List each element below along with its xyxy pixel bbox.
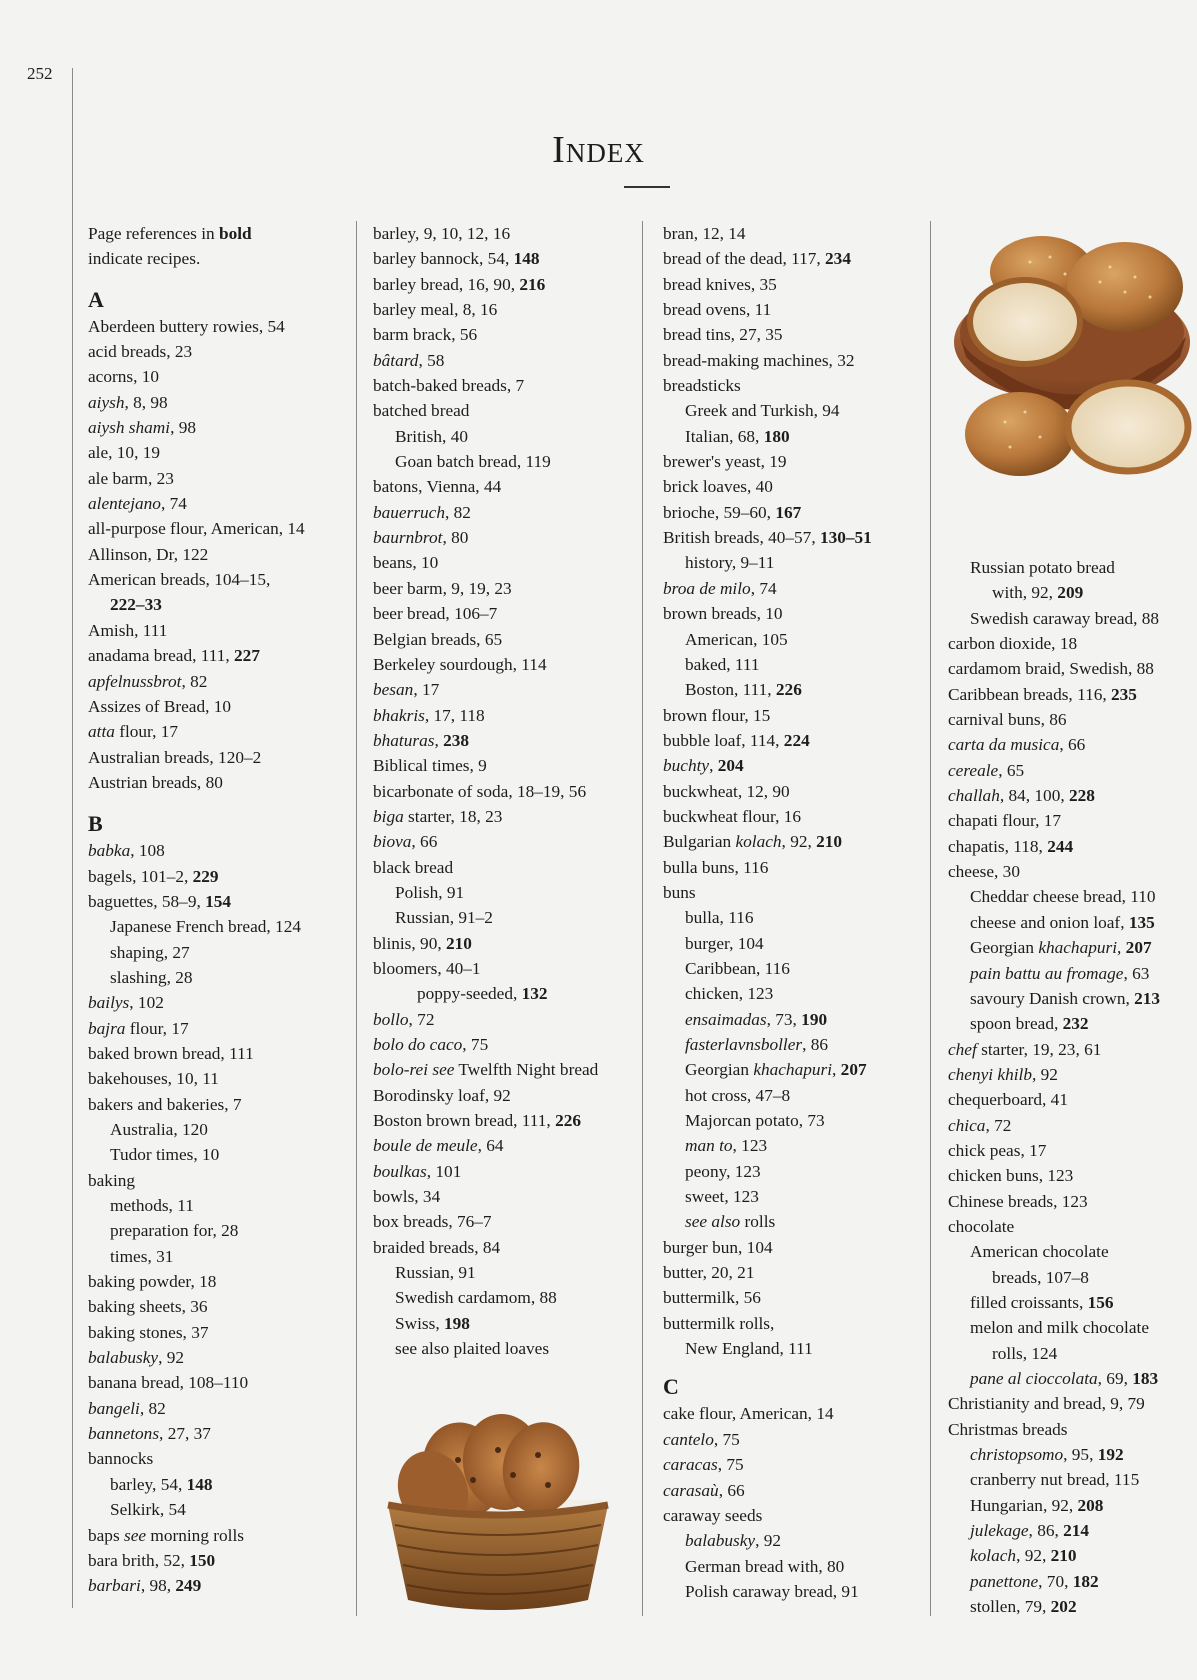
index-entry: biova, 66 [373,832,438,852]
column-divider-2 [642,221,643,1616]
index-entry: American breads, 104–15, [88,570,271,590]
intro-line-2: indicate recipes. [88,249,201,269]
index-entry: carnival buns, 86 [948,710,1067,730]
index-entry: alentejano, 74 [88,494,187,514]
index-entry: bagels, 101–2, 229 [88,866,219,886]
index-entry: carbon dioxide, 18 [948,634,1078,654]
index-entry: melon and milk chocolate [970,1318,1149,1338]
title-underline [624,186,670,188]
index-entry: bauerruch, 82 [373,502,471,522]
index-entry: New England, 111 [685,1339,813,1359]
index-entry: apfelnussbrot, 82 [88,671,208,691]
index-entry: Australia, 120 [110,1120,208,1139]
index-entry: batched bread [373,401,470,421]
index-entry: Georgian khachapuri, 207 [685,1060,867,1080]
index-entry: fasterlavnsboller, 86 [685,1035,829,1054]
index-entry: bolo-rei see Twelfth Night bread [373,1060,599,1080]
index-entry: Swiss, 198 [395,1313,470,1333]
index-entry: atta flour, 17 [88,722,179,742]
index-entry: brioche, 59–60, 167 [663,502,802,522]
index-entry: bâtard, 58 [373,350,445,370]
index-entry: Christianity and bread, 9, 79 [948,1394,1145,1414]
index-entry: bread ovens, 11 [663,300,772,320]
margin-rule [72,68,73,1608]
index-entry: Selkirk, 54 [110,1500,186,1520]
intro-line-1: Page references in bold [88,224,252,243]
index-entry: Hungarian, 92, 208 [970,1495,1104,1515]
index-entry: breads, 107–8 [992,1267,1089,1287]
index-entry: julekage, 86, 214 [970,1521,1090,1541]
index-entry: chef starter, 19, 23, 61 [948,1039,1102,1059]
index-entry: ale, 10, 19 [88,443,160,463]
index-entry: Italian, 68, 180 [685,426,790,446]
index-entry: burger bun, 104 [663,1237,773,1257]
index-entry: babka, 108 [88,841,165,861]
index-column-3 [663,221,931,1604]
index-entry: balabusky, 92 [685,1531,781,1551]
index-entry: Tudor times, 10 [110,1145,220,1165]
index-entry: aiysh shami, 98 [88,418,197,438]
index-entry: biga starter, 18, 23 [373,806,503,826]
index-column-1 [88,221,356,1599]
index-entry: panettone, 70, 182 [970,1571,1099,1591]
index-entry: bread knives, 35 [663,274,777,294]
index-entry: acid breads, 23 [88,342,193,362]
index-entry: preparation for, 28 [110,1221,239,1241]
index-entry: chick peas, 17 [948,1140,1047,1160]
index-entry: 222–33 [110,595,162,615]
index-entry: German bread with, 80 [685,1556,845,1576]
index-entry: methods, 11 [110,1196,194,1216]
column-divider-1 [356,221,357,1616]
index-entry: times, 31 [110,1246,174,1266]
page-title: Index [552,129,645,171]
index-entries-2 [373,221,641,1361]
index-entry: bread of the dead, 117, 234 [663,249,851,269]
index-entry: peony, 123 [685,1161,761,1181]
index-entry: Greek and Turkish, 94 [685,401,840,421]
index-entries-4 [948,555,1196,1619]
index-entry: buckwheat, 12, 90 [663,781,790,801]
index-entry: Swedish cardamom, 88 [395,1288,557,1308]
index-entry: bowls, 34 [373,1187,441,1207]
index-entry: Chinese breads, 123 [948,1191,1088,1211]
index-entry: baking powder, 18 [88,1272,217,1292]
index-entry: Russian, 91 [395,1263,476,1283]
index-entry: bannetons, 27, 37 [88,1424,211,1444]
index-entry: beer barm, 9, 19, 23 [373,578,512,598]
index-entry: challah, 84, 100, 228 [948,786,1095,806]
index-entry: cheese and onion loaf, 135 [970,912,1155,932]
sesame-rolls-bowl-photo [950,222,1196,530]
index-entry: caraway seeds [663,1505,763,1525]
index-entry: acorns, 10 [88,367,160,387]
index-entry: Borodinsky loaf, 92 [373,1085,511,1105]
index-entry: chapati flour, 17 [948,811,1062,831]
index-entry: pain battu au fromage, 63 [970,963,1150,983]
index-entry: baguettes, 58–9, 154 [88,891,232,911]
index-entry: barley bannock, 54, 148 [373,249,540,269]
index-entry: bulla buns, 116 [663,857,769,877]
index-entry: Belgian breads, 65 [373,629,503,649]
index-entry: stollen, 79, 202 [970,1597,1077,1617]
index-entry: Austrian breads, 80 [88,772,223,792]
index-entry: Australian breads, 120–2 [88,747,262,767]
index-entry: ensaimadas, 73, 190 [685,1009,828,1029]
index-entry: barm brack, 56 [373,325,478,345]
index-entry: man to, 123 [685,1136,768,1156]
index-entry: bolo do caco, 75 [373,1035,489,1054]
index-column-2 [373,221,641,1361]
index-entry: braided breads, 84 [373,1237,501,1257]
index-entry: Bulgarian kolach, 92, 210 [663,832,843,852]
index-entry: black bread [373,857,454,877]
index-column-4 [948,555,1196,1619]
index-entry: see also plaited loaves [395,1339,550,1359]
index-entry: bannocks [88,1449,154,1469]
index-entry: aiysh, 8, 98 [88,392,168,412]
index-entry: hot cross, 47–8 [685,1085,791,1105]
index-entry: cranberry nut bread, 115 [970,1470,1140,1490]
index-entry: beans, 10 [373,553,439,573]
index-entry: bulla, 116 [685,908,754,928]
index-entry: bailys, 102 [88,993,164,1013]
index-entry: barley meal, 8, 16 [373,300,498,320]
index-entry: batch-baked breads, 7 [373,376,525,396]
index-entry: boule de meule, 64 [373,1136,504,1156]
index-entry: banana bread, 108–110 [88,1373,249,1393]
index-entry: buchty, 204 [663,756,744,776]
index-entry: carta da musica, 66 [948,735,1086,755]
index-entry: barley, 54, 148 [110,1474,213,1494]
index-entry: brewer's yeast, 19 [663,452,787,472]
index-entry: American, 105 [685,629,788,649]
index-entry: baps see morning rolls [88,1525,245,1545]
index-entry: besan, 17 [373,680,440,700]
index-entry: bread tins, 27, 35 [663,325,783,345]
index-entry: cardamom braid, Swedish, 88 [948,659,1154,679]
index-entry: Caribbean, 116 [685,958,790,978]
index-entry: Cheddar cheese bread, 110 [970,887,1156,907]
index-entry: Russian potato bread [970,558,1115,577]
index-entry: bakehouses, 10, 11 [88,1069,219,1089]
index-entry: Boston, 111, 226 [685,680,802,700]
index-entry: Assizes of Bread, 10 [88,696,232,716]
index-entry: American chocolate [970,1242,1109,1262]
index-entry: see also rolls [685,1212,776,1232]
index-entry: rolls, 124 [992,1343,1058,1363]
index-entry: Christmas breads [948,1419,1068,1439]
index-entry: carasaù, 66 [663,1480,745,1500]
index-entry: spoon bread, 232 [970,1014,1089,1034]
index-entry: baking [88,1170,136,1190]
index-entry: Amish, 111 [88,620,168,640]
section-gap [88,795,356,810]
index-entry: Caribbean breads, 116, 235 [948,684,1137,704]
index-entries-1 [88,286,356,1599]
index-entry: bollo, 72 [373,1009,435,1029]
index-entry: filled croissants, 156 [970,1292,1114,1312]
index-entry: brown flour, 15 [663,705,771,725]
index-entry: bubble loaf, 114, 224 [663,730,810,750]
index-entry: Majorcan potato, 73 [685,1111,825,1131]
index-entry: shaping, 27 [110,942,190,962]
index-entry: pane al cioccolata, 69, 183 [970,1369,1159,1388]
index-entry: buns [663,882,696,902]
index-entry: ale barm, 23 [88,468,174,488]
index-entry: chicken, 123 [685,984,774,1004]
index-entry: blinis, 90, 210 [373,933,472,953]
index-entry: cereale, 65 [948,760,1025,780]
index-entry: buckwheat flour, 16 [663,806,801,826]
index-entry: bloomers, 40–1 [373,958,481,978]
section-gap [663,1361,931,1373]
bread-basket-photo [373,1400,623,1615]
index-entry: chocolate [948,1216,1015,1236]
index-entry: buttermilk rolls, [663,1313,775,1333]
index-entry: Swedish caraway bread, 88 [970,608,1160,628]
index-entry: bhakris, 17, 118 [373,705,485,725]
index-entry: buttermilk, 56 [663,1288,761,1308]
index-entry: balabusky, 92 [88,1348,184,1368]
index-entry: bicarbonate of soda, 18–19, 56 [373,781,587,801]
index-entry: Polish caraway bread, 91 [685,1581,859,1601]
index-entry: bhaturas, 238 [373,730,470,750]
index-entry: all-purpose flour, American, 14 [88,519,305,539]
index-entry: chicken buns, 123 [948,1166,1074,1186]
index-entry: Allinson, Dr, 122 [88,544,209,564]
index-entry: bangeli, 82 [88,1398,166,1418]
page-number: 252 [27,64,53,83]
index-entry: kolach, 92, 210 [970,1546,1077,1566]
index-entry: chapatis, 118, 244 [948,836,1074,856]
index-entry: history, 9–11 [685,553,775,573]
index-entry: with, 92, 209 [992,583,1084,603]
index-entry: Goan batch bread, 119 [395,452,551,472]
index-entry: butter, 20, 21 [663,1263,755,1283]
index-entry: bran, 12, 14 [663,224,746,243]
section-letter: C [663,1374,679,1400]
index-entries-3 [663,221,931,1604]
index-entry: chequerboard, 41 [948,1090,1068,1110]
index-entry: bara brith, 52, 150 [88,1550,216,1570]
index-entry: barley, 9, 10, 12, 16 [373,224,511,243]
index-entry: christopsomo, 95, 192 [970,1445,1124,1465]
index-entry: chica, 72 [948,1115,1012,1135]
index-entry: bakers and bakeries, 7 [88,1094,242,1114]
section-letter: A [88,286,104,312]
index-entry: slashing, 28 [110,967,193,987]
index-entry: savoury Danish crown, 213 [970,988,1161,1008]
index-entry: bajra flour, 17 [88,1018,189,1038]
index-entry: British breads, 40–57, 130–51 [663,528,872,548]
index-entry: Berkeley sourdough, 114 [373,654,547,674]
index-entry: British, 40 [395,426,468,446]
index-entry: Polish, 91 [395,882,465,902]
index-entry: baking stones, 37 [88,1322,209,1342]
index-entry: burger, 104 [685,933,764,953]
index-entry: Russian, 91–2 [395,908,493,928]
index-entry: Biblical times, 9 [373,756,487,776]
index-entry: beer bread, 106–7 [373,604,498,624]
index-entry: breadsticks [663,376,741,396]
index-entry: Aberdeen buttery rowies, 54 [88,316,285,336]
index-entry: boulkas, 101 [373,1161,462,1181]
index-entry: baurnbrot, 80 [373,528,469,548]
index-entry: baked, 111 [685,654,760,674]
index-entry: poppy-seeded, 132 [417,984,548,1004]
index-entry: brown breads, 10 [663,604,783,624]
index-entry: batons, Vienna, 44 [373,477,502,497]
index-entry: chenyi khilb, 92 [948,1064,1058,1084]
index-intro [88,221,356,272]
index-entry: barley bread, 16, 90, 216 [373,274,546,294]
index-entry: cantelo, 75 [663,1429,740,1449]
index-entry: cheese, 30 [948,862,1020,882]
index-entry: barbari, 98, 249 [88,1576,202,1596]
index-entry: sweet, 123 [685,1187,759,1207]
index-entry: baking sheets, 36 [88,1297,208,1317]
section-letter: B [88,811,103,837]
index-entry: Boston brown bread, 111, 226 [373,1111,581,1131]
index-entry: brick loaves, 40 [663,477,773,497]
index-entry: caracas, 75 [663,1455,744,1475]
index-entry: Japanese French bread, 124 [110,917,301,937]
index-entry: bread-making machines, 32 [663,350,855,370]
index-entry: box breads, 76–7 [373,1212,492,1232]
index-entry: cake flour, American, 14 [663,1404,834,1424]
index-entry: Georgian khachapuri, 207 [970,938,1152,958]
index-entry: baked brown bread, 111 [88,1043,254,1063]
index-entry: broa de milo, 74 [663,578,777,598]
index-entry: anadama bread, 111, 227 [88,646,260,666]
